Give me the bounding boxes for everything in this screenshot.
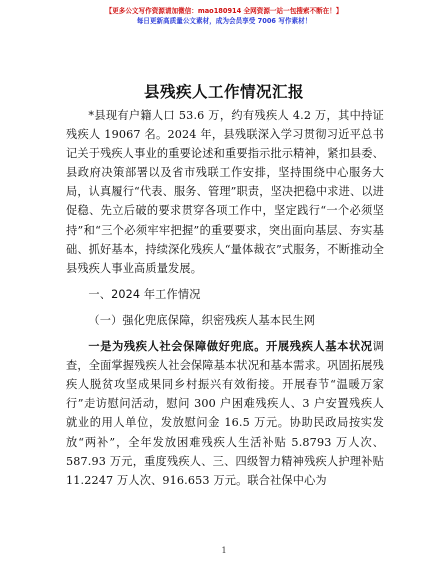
- social-security-paragraph: [66, 337, 384, 490]
- subsection-heading: （一）强化兜底保障，织密残疾人基本民生网: [88, 313, 316, 327]
- paragraph-body-text: 调查，全面掌握残疾人社会保障基本状况和基本需求。巩固拓展残疾人脱贫攻坚成果同乡村振兴有效衔接。开展春节“温暖万家行”走访慰问活动，慰问 300 户困难残疾人、3 户安置残疾人就业的用人单位，发放慰问金 16.5 万元。协助民政局按实发放“两补”，全年发放困难残疾人生活补贴 5.8793 万人次、587.93 万元，重度残疾人、三、四级智力精神残疾人护理补贴 11.2247 万人次、916.653 万元。联合社保中心为: [66, 340, 384, 487]
- banner-line-1: 【更多公文写作资源请加微信：mao180914 全网资源一站一包搜索不断在！】: [105, 7, 343, 15]
- page-number: 1: [221, 546, 227, 555]
- section-heading: 一、2024 年工作情况: [88, 287, 201, 301]
- paragraph-lead-bold: 一是为残疾人社会保障做好兜底。开展残疾人基本状况: [88, 340, 373, 354]
- intro-paragraph: *县现有户籍人口 53.6 万，约有残疾人 4.2 万，其中持证残疾人 19067 名。2024 年，县残联深入学习贯彻习近平总书记关于残疾人事业的重要论述和重要指示批示精神，紧扣县委、县政府决策部署以及省市残联工作安排，坚持围绕中心服务大局，认真履行“代表、服务、管理”职责，坚决把稳中求进、以进促稳、先立后破的要求贯穿各项工作中，坚定践行“一个必须坚持”和“三个必须牢牢把握”的重要要求，突出面向基层、夯实基础、抓好基本，持续深化残疾人“量体裁衣”式服务，不断推动全县残疾人事业高质量发展。: [66, 109, 384, 275]
- banner-line-2: 每日更新高质量公文素材，成为会员享受 7006 写作素材！: [136, 17, 312, 25]
- document-body: [66, 106, 384, 490]
- header-banner: [0, 6, 448, 26]
- document-title: 县残疾人工作情况汇报: [143, 83, 304, 101]
